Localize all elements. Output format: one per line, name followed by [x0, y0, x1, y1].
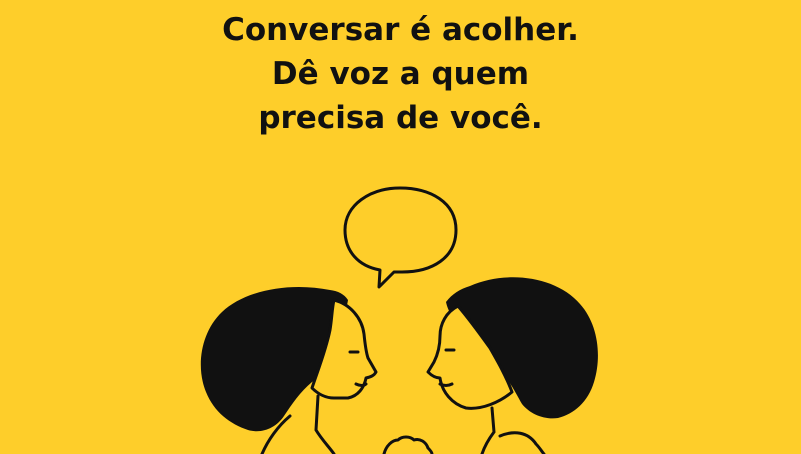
headline-line-1: Conversar é acolher. — [222, 12, 579, 48]
speech-bubble-icon — [345, 188, 456, 287]
headline-line-2: Dê voz a quem — [271, 56, 530, 92]
right-body — [482, 408, 494, 454]
left-mouth — [356, 384, 366, 386]
left-body — [316, 396, 334, 454]
headline-line-3: precisa de você. — [258, 100, 543, 136]
right-shoulder — [500, 433, 544, 454]
hands — [384, 437, 432, 454]
person-left-figure — [201, 287, 376, 454]
person-right-figure — [428, 277, 598, 454]
right-mouth — [440, 384, 452, 386]
